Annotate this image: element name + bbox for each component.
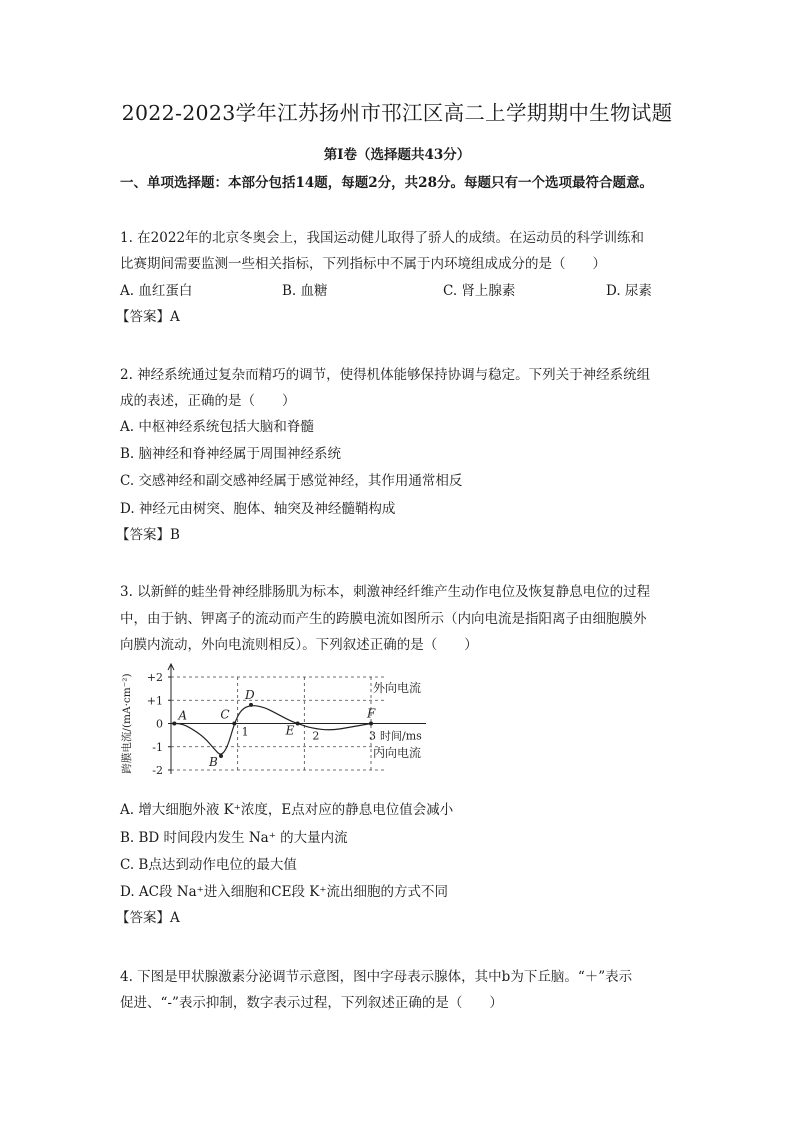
- q4-stem-line1: 4. 下图是甲状腺激素分泌调节示意图，图中字母表示腺体，其中b为下丘脑。“＋”表示: [120, 969, 633, 985]
- point-label-f: F: [367, 706, 376, 721]
- q2-option-a: A. 中枢神经系统包括大脑和脊髓: [120, 419, 314, 435]
- q2-option-c: C. 交感神经和副交感神经属于感觉神经，其作用通常相反: [120, 473, 463, 489]
- point-label-d: D: [245, 687, 255, 702]
- q2-stem-line1: 2. 神经系统通过复杂而精巧的调节，使得机体能够保持协调与稳定。下列关于神经系统组: [120, 367, 651, 383]
- y-tick-label: +2: [146, 671, 163, 684]
- q2-answer: 【答案】B: [116, 527, 180, 543]
- point-label-b: B: [209, 755, 218, 770]
- x-tick-label: 2: [312, 729, 320, 743]
- y-tick-label: 0: [156, 717, 163, 731]
- q3-option-a: A. 增大细胞外液 K⁺浓度，E点对应的静息电位值会减小: [120, 802, 454, 818]
- q1-option-c: C. 肾上腺素: [443, 283, 516, 299]
- y-tick-label: -2: [152, 764, 163, 777]
- inward-current-label: 内向电流: [373, 746, 422, 761]
- q3-option-d: D. AC段 Na⁺进入细胞和CE段 K⁺流出细胞的方式不同: [120, 884, 448, 900]
- q4-stem-line2: 促进、“-”表示抑制，数字表示过程，下列叙述正确的是（ ）: [120, 995, 503, 1011]
- point-label-a: A: [178, 708, 188, 723]
- q2-stem-line2: 成的表述，正确的是（ ）: [120, 393, 296, 409]
- q3-answer: 【答案】A: [116, 910, 180, 926]
- q2-option-d: D. 神经元由树突、胞体、轴突及神经髓鞘构成: [120, 501, 396, 517]
- q1-option-b: B. 血糖: [282, 283, 328, 299]
- q3-option-b: B. BD 时间段内发生 Na⁺ 的大量内流: [120, 830, 348, 846]
- outward-current-label: 外向电流: [373, 681, 422, 696]
- data-point-d: [249, 703, 253, 707]
- point-label-c: C: [220, 707, 230, 722]
- q3-option-c: C. B点达到动作电位的最大值: [120, 857, 297, 873]
- x-tick-label: 1: [241, 725, 249, 739]
- y-axis-label: 跨膜电流/(mA·cm⁻²): [121, 673, 133, 774]
- data-point-b: [219, 754, 223, 758]
- q1-answer: 【答案】A: [116, 309, 180, 325]
- section-heading: 一、单项选择题：本部分包括14题，每题2分，共28分。每题只有一个选项最符合题意。: [120, 175, 653, 191]
- y-tick-label: -1: [152, 740, 163, 754]
- x-tick-label: 3: [369, 729, 376, 743]
- q1-stem-line1: 1. 在2022年的北京冬奥会上，我国运动健儿取得了骄人的成绩。在运动员的科学训练和: [120, 230, 645, 246]
- data-point-e: [296, 722, 300, 726]
- q3-stem-line1: 3. 以新鲜的蛙坐骨神经腓肠肌为标本，刺激神经纤维产生动作电位及恢复静息电位的过程: [120, 584, 651, 600]
- q2-option-b: B. 脑神经和脊神经属于周围神经系统: [120, 446, 342, 462]
- q1-stem-line2: 比赛期间需要监测一些相关指标，下列指标中不属于内环境组成成分的是（ ）: [120, 256, 606, 272]
- x-axis-label: 时间/ms: [380, 729, 422, 743]
- point-label-e: E: [285, 723, 295, 738]
- volume-heading: 第Ⅰ卷（选择题共43分）: [323, 147, 471, 163]
- data-point-f: [369, 722, 373, 726]
- q1-option-a: A. 血红蛋白: [120, 283, 193, 299]
- q3-stem-line2: 中，由于钠、钾离子的流动而产生的跨膜电流如图所示（内向电流是指阳离子由细胞膜外: [120, 611, 647, 627]
- q3-stem-line3: 向膜内流动，外向电流则相反）。下列叙述正确的是（ ）: [120, 637, 478, 653]
- data-point-c: [232, 722, 236, 726]
- page-title: 2022-2023学年江苏扬州市邗江区高二上学期期中生物试题: [121, 101, 673, 125]
- data-point-a: [172, 722, 176, 726]
- y-tick-label: +1: [146, 694, 163, 708]
- q1-option-d: D. 尿素: [606, 283, 652, 299]
- transmembrane-current-chart: [116, 662, 446, 787]
